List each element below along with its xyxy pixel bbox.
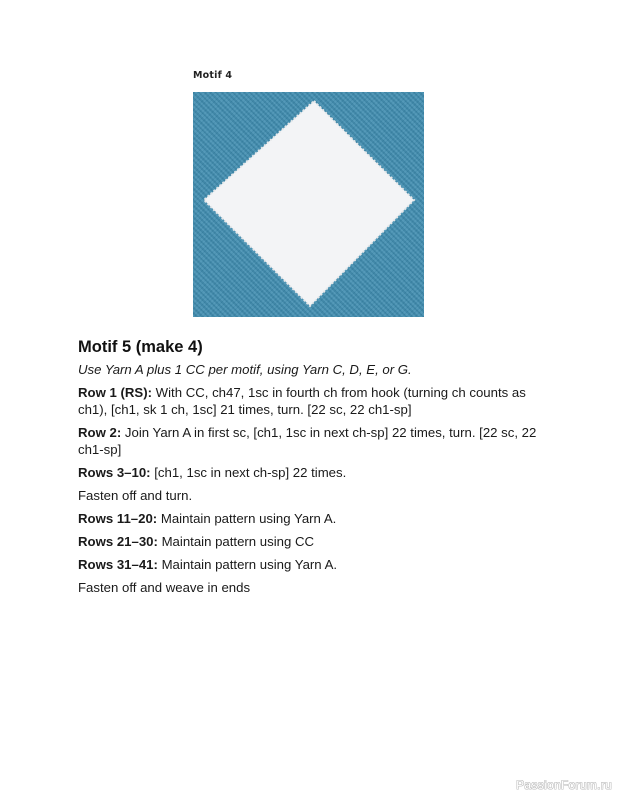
instruction-rows-3-10 xyxy=(78,464,558,481)
pattern-instructions xyxy=(78,338,558,602)
row-text: Fasten off and weave in ends xyxy=(78,580,251,595)
motif-4-photo xyxy=(193,92,424,317)
row-text: Maintain pattern using Yarn A. xyxy=(157,511,337,526)
row-text: [ch1, 1sc in next ch-sp] 22 times. xyxy=(150,465,347,480)
figure-caption: Motif 4 xyxy=(193,70,233,81)
row-label: Rows 11–20: xyxy=(78,511,158,526)
row-label: Rows 21–30: xyxy=(78,534,158,549)
instruction-row-1 xyxy=(78,384,558,418)
instruction-fasten-weave xyxy=(78,579,558,596)
diamond-shape xyxy=(193,92,424,317)
row-text: With CC, ch47, 1sc in fourth ch from hook (turning ch counts as ch1), [ch1, sk 1 ch, 1sc] 21 times, turn. [22 sc, 22 ch1-sp] xyxy=(78,385,526,417)
instruction-rows-31-41 xyxy=(78,556,558,573)
instruction-fasten-turn xyxy=(78,487,558,504)
instruction-rows-21-30 xyxy=(78,533,558,550)
row-label: Rows 31–41: xyxy=(78,557,158,572)
row-label: Row 1 (RS): xyxy=(78,385,152,400)
instruction-row-2 xyxy=(78,424,558,458)
intro-text: Use Yarn A plus 1 CC per motif, using Yarn C, D, E, or G. xyxy=(78,362,412,377)
row-text: Maintain pattern using CC xyxy=(157,534,315,549)
row-label: Rows 3–10: xyxy=(78,465,151,480)
row-text: Fasten off and turn. xyxy=(78,488,193,503)
row-text: Maintain pattern using Yarn A. xyxy=(157,557,338,572)
row-text: Join Yarn A in first sc, [ch1, 1sc in next ch-sp] 22 times, turn. [22 sc, 22 ch1-sp] xyxy=(78,425,537,457)
watermark: PassionForum.ru xyxy=(516,778,612,792)
row-label: Row 2: xyxy=(78,425,122,440)
section-heading: Motif 5 (make 4) xyxy=(78,338,203,356)
instruction-rows-11-20 xyxy=(78,510,558,527)
